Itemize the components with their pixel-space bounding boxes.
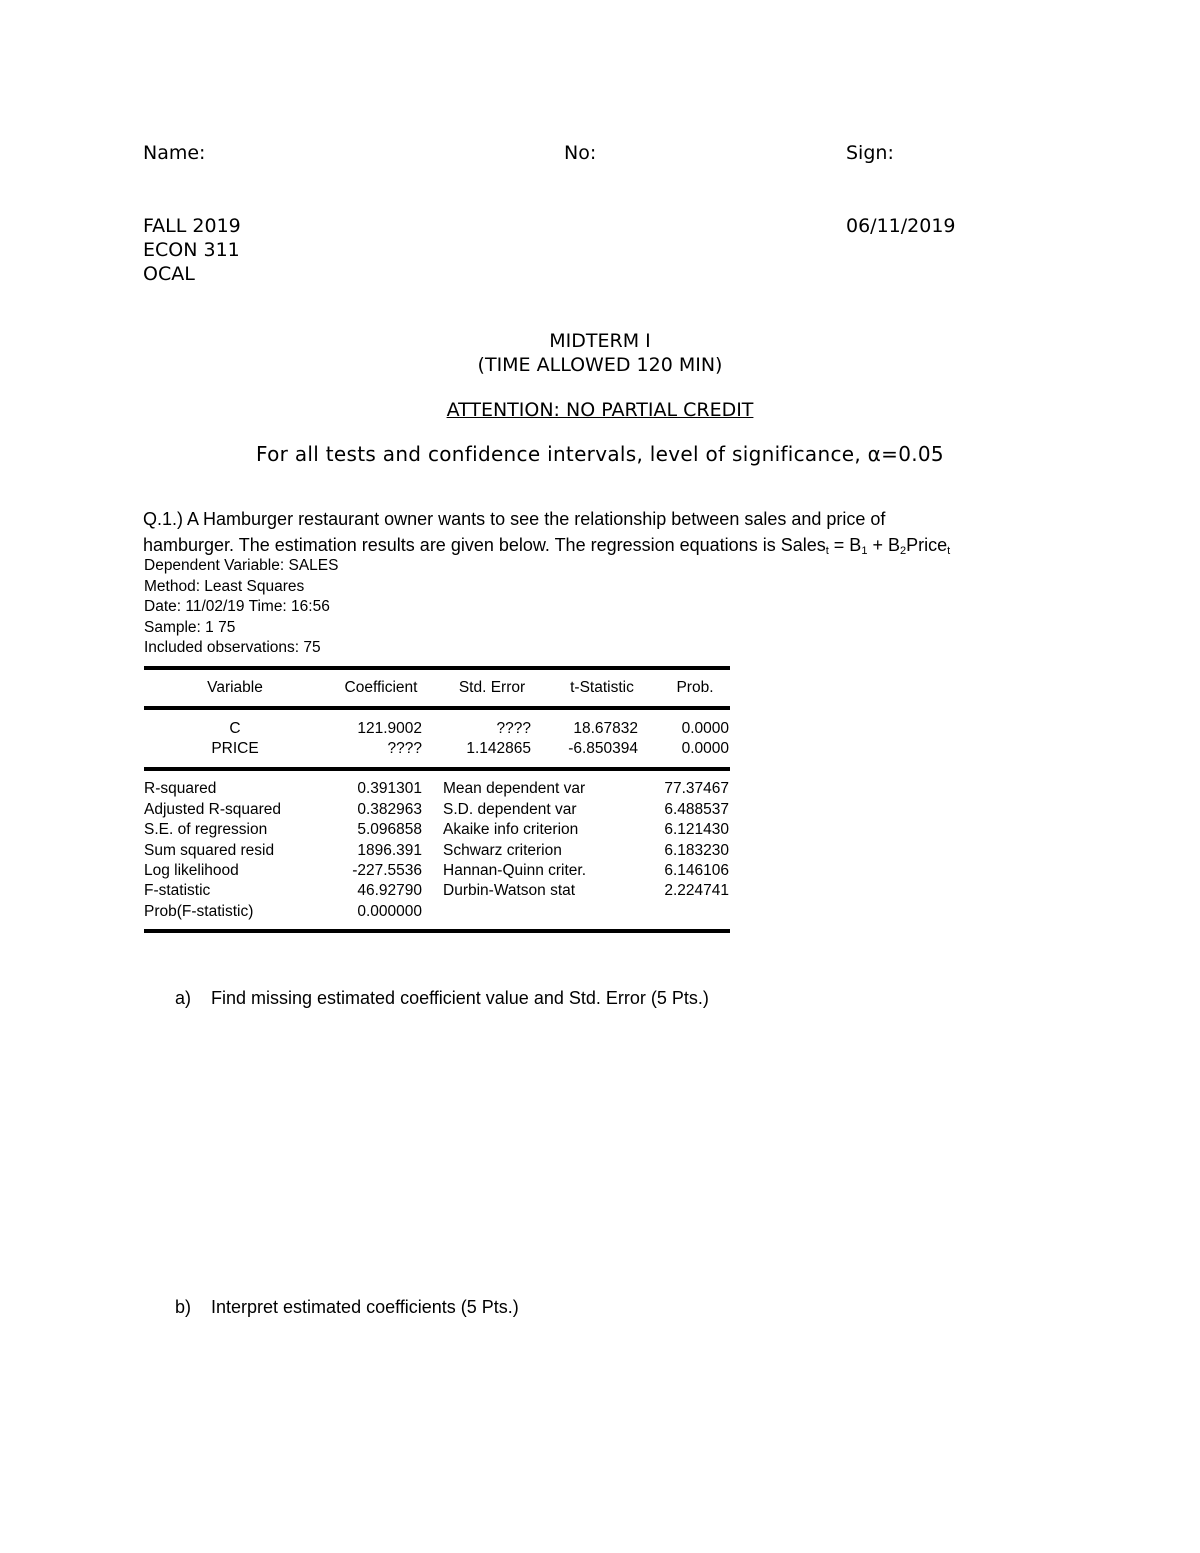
table-header-rule	[144, 706, 730, 710]
column-header-std-error: Std. Error	[458, 679, 526, 696]
column-header-prob: Prob.	[676, 679, 714, 696]
stat-value: 6.183230	[664, 842, 729, 859]
equation-part: + B	[867, 535, 900, 555]
table-row-price-prob: 0.0000	[681, 740, 729, 757]
significance-note: For all tests and confidence intervals, level of significance, α=0.05	[256, 442, 944, 466]
stat-value: 0.000000	[357, 903, 422, 920]
subscript: 2	[899, 545, 907, 557]
column-header-t-statistic: t-Statistic	[570, 679, 634, 696]
stat-label: S.E. of regression	[144, 821, 268, 838]
table-row-price-variable: PRICE	[211, 740, 259, 757]
part-b-marker: b)	[175, 1297, 192, 1317]
table-top-rule	[144, 666, 730, 670]
stat-value: 0.391301	[357, 780, 422, 797]
exam-date: 06/11/2019	[846, 215, 956, 237]
stat-label: Prob(F-statistic)	[144, 903, 254, 920]
estimation-date-time: Date: 11/02/19 Time: 16:56	[144, 598, 330, 615]
column-header-coefficient: Coefficient	[344, 679, 418, 696]
exam-title: MIDTERM I	[549, 330, 651, 352]
attention-notice: ATTENTION: NO PARTIAL CREDIT	[446, 399, 754, 421]
included-observations: Included observations: 75	[144, 639, 321, 656]
signature-label: Sign:	[846, 142, 894, 164]
stat-label: Sum squared resid	[144, 842, 275, 859]
stat-value: 0.382963	[357, 801, 422, 818]
subscript: t	[947, 545, 951, 557]
table-row-price-coefficient: ????	[387, 740, 422, 757]
table-row-c-prob: 0.0000	[681, 720, 729, 737]
stat-label: Log likelihood	[144, 862, 239, 879]
table-row-c-coefficient: 121.9002	[357, 720, 422, 737]
stat-value: -227.5536	[352, 862, 422, 879]
column-header-variable: Variable	[207, 679, 263, 696]
table-bottom-rule	[144, 929, 730, 933]
table-row-c-variable: C	[229, 720, 241, 737]
stat-value: 6.146106	[664, 862, 729, 879]
subscript: t	[825, 545, 829, 557]
stat-label: Akaike info criterion	[443, 821, 579, 838]
dependent-variable: Dependent Variable: SALES	[144, 557, 339, 574]
stat-value: 2.224741	[664, 882, 729, 899]
stat-value: 46.92790	[357, 882, 422, 899]
term: FALL 2019	[143, 215, 241, 237]
stat-value: 77.37467	[664, 780, 729, 797]
table-coef-rule	[144, 767, 730, 771]
question-1-line-1: Q.1.) A Hamburger restaurant owner wants to see the relationship between sales and price of	[143, 509, 886, 529]
stat-value: 6.488537	[664, 801, 729, 818]
equation-part: = B	[828, 535, 862, 555]
instructor: OCAL	[143, 263, 195, 285]
course-code: ECON 311	[143, 239, 240, 261]
stat-label: Adjusted R-squared	[144, 801, 281, 818]
student-no-label: No:	[564, 142, 597, 164]
table-row-c-t-statistic: 18.67832	[573, 720, 638, 737]
stat-value: 1896.391	[357, 842, 422, 859]
estimation-method: Method: Least Squares	[144, 578, 305, 595]
name-label: Name:	[143, 142, 206, 164]
stat-value: 6.121430	[664, 821, 729, 838]
stat-value: 5.096858	[357, 821, 422, 838]
stat-label: Mean dependent var	[443, 780, 586, 797]
part-a-marker: a)	[175, 988, 192, 1008]
table-row-c-std-error: ????	[496, 720, 531, 737]
stat-label: Schwarz criterion	[443, 842, 562, 859]
table-row-price-std-error: 1.142865	[466, 740, 531, 757]
subscript: 1	[861, 545, 868, 557]
sample-range: Sample: 1 75	[144, 619, 236, 636]
part-a-text: Find missing estimated coefficient value and Std. Error (5 Pts.)	[211, 988, 709, 1008]
stat-label: R-squared	[144, 780, 217, 797]
table-row-price-t-statistic: -6.850394	[568, 740, 638, 757]
stat-label: F-statistic	[144, 882, 211, 899]
stat-label: Durbin-Watson stat	[443, 882, 576, 899]
equation-part: Price	[906, 535, 948, 555]
time-allowed: (TIME ALLOWED 120 MIN)	[477, 354, 723, 376]
stat-label: Hannan-Quinn criter.	[443, 862, 587, 879]
stat-label: S.D. dependent var	[443, 801, 577, 818]
question-1-text: hamburger. The estimation results are given below. The regression equations is Sales	[143, 535, 826, 555]
part-b-text: Interpret estimated coefficients (5 Pts.)	[211, 1297, 519, 1317]
